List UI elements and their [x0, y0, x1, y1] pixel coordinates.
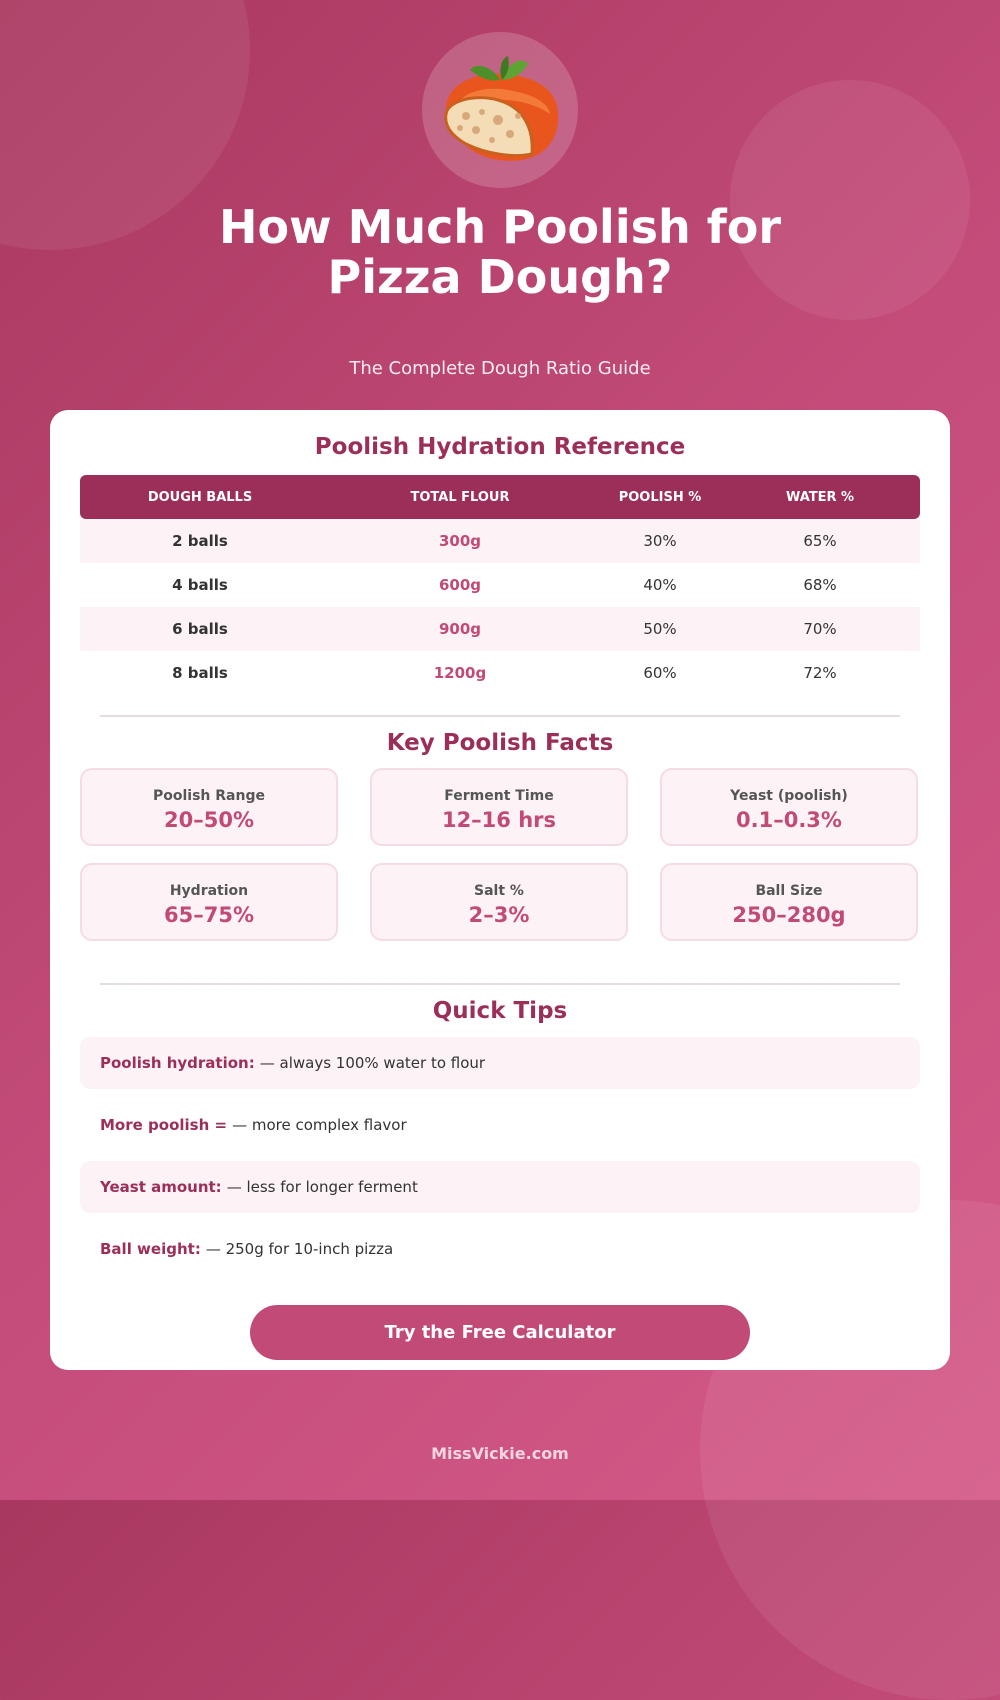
cell-poolish: 50% — [643, 620, 677, 638]
page-title-line-1: How Much Poolish for — [218, 200, 782, 254]
list-item — [80, 1099, 920, 1151]
cell-dough-balls: 2 balls — [172, 532, 228, 550]
fact-card — [370, 768, 628, 846]
fact-card — [660, 863, 918, 941]
cell-poolish: 30% — [643, 532, 677, 550]
table-row — [80, 519, 920, 563]
fact-card — [370, 863, 628, 941]
fact-card — [80, 768, 338, 846]
cell-poolish: 60% — [643, 664, 677, 682]
fact-card — [660, 768, 918, 846]
tips-section-title: Quick Tips — [432, 998, 568, 1024]
fact-value: 0.1–0.3% — [736, 808, 842, 832]
hydration-section-title: Poolish Hydration Reference — [314, 434, 686, 460]
cell-water: 72% — [803, 664, 837, 682]
table-row — [80, 607, 920, 651]
tip-key: Ball weight: — [100, 1240, 201, 1258]
fact-label: Yeast (poolish) — [730, 788, 848, 804]
cell-total-flour: 900g — [438, 620, 482, 638]
fact-value: 250–280g — [732, 903, 846, 927]
page-subtitle: The Complete Dough Ratio Guide — [349, 358, 651, 379]
fact-label: Hydration — [169, 883, 249, 899]
fact-label: Ferment Time — [444, 788, 554, 804]
cell-dough-balls: 8 balls — [172, 664, 228, 682]
hydration-table — [80, 475, 920, 695]
column-header-dough-balls: DOUGH BALLS — [147, 489, 253, 505]
column-header-water: WATER % — [785, 489, 855, 505]
cell-water: 65% — [803, 532, 837, 550]
cell-total-flour: 1200g — [433, 664, 487, 682]
list-item — [80, 1037, 920, 1089]
section-divider — [100, 715, 900, 717]
facts-section-title: Key Poolish Facts — [386, 730, 614, 756]
tip-text: — always 100% water to flour — [259, 1054, 486, 1072]
tip-key: More poolish = — [100, 1116, 228, 1134]
fact-value: 20–50% — [164, 808, 254, 832]
list-item — [80, 1161, 920, 1213]
tip-key: Poolish hydration: — [100, 1054, 255, 1072]
fact-label: Poolish Range — [153, 788, 265, 804]
column-header-poolish: POOLISH % — [618, 489, 702, 505]
bread-with-basil-icon — [436, 54, 564, 164]
fact-label: Ball Size — [755, 883, 823, 899]
page-title — [100, 202, 900, 302]
tip-text: — more complex flavor — [232, 1116, 407, 1134]
content-card — [50, 410, 950, 1370]
section-divider — [100, 983, 900, 985]
footer-site-link[interactable]: MissVickie.com — [431, 1444, 569, 1463]
table-row — [80, 563, 920, 607]
list-item — [80, 1223, 920, 1275]
table-header — [80, 475, 920, 519]
cell-dough-balls: 6 balls — [172, 620, 228, 638]
tip-text: — less for longer ferment — [226, 1178, 418, 1196]
fact-card — [80, 863, 338, 941]
tip-text: — 250g for 10-inch pizza — [205, 1240, 394, 1258]
column-header-total-flour: TOTAL FLOUR — [410, 489, 510, 505]
hero-icon-container — [422, 32, 578, 188]
cell-dough-balls: 4 balls — [172, 576, 228, 594]
cell-poolish: 40% — [643, 576, 677, 594]
cell-total-flour: 600g — [438, 576, 482, 594]
try-calculator-button[interactable]: Try the Free Calculator — [250, 1305, 750, 1360]
table-row — [80, 651, 920, 695]
fact-label: Salt % — [474, 883, 524, 899]
cell-total-flour: 300g — [438, 532, 482, 550]
fact-value: 65–75% — [164, 903, 254, 927]
page-title-line-2: Pizza Dough? — [327, 250, 673, 304]
cell-water: 70% — [803, 620, 837, 638]
fact-value: 2–3% — [468, 903, 530, 927]
fact-value: 12–16 hrs — [441, 808, 557, 832]
tip-key: Yeast amount: — [100, 1178, 222, 1196]
cell-water: 68% — [803, 576, 837, 594]
